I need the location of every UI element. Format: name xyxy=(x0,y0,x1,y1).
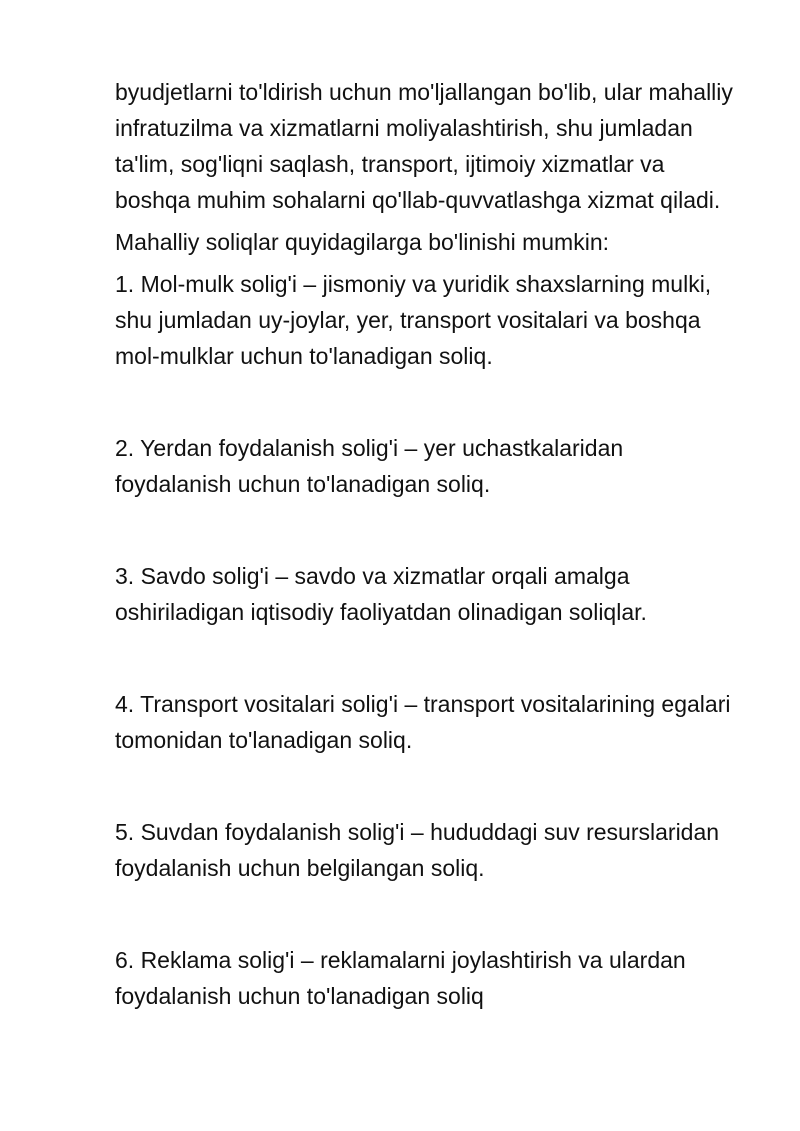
list-item-suvdan-foydalanish: 5. Suvdan foydalanish solig'i – hududdagi suv resurslaridan foydalanish uchun belgilangan soliq. xyxy=(115,819,720,881)
document-page xyxy=(115,74,740,1014)
list-item-reklama: 6. Reklama solig'i – reklamalarni joylashtirish va ulardan foydalanish uchun to'lanadigan soliq xyxy=(115,947,686,1009)
lead-in-paragraph: Mahalliy soliqlar quyidagilarga bo'linishi mumkin: xyxy=(115,229,610,255)
list-item-savdo: 3. Savdo solig'i – savdo va xizmatlar orqali amalga oshiriladigan iqtisodiy faoliyatdan olinadigan soliqlar. xyxy=(115,563,647,625)
list-item-mol-mulk: 1. Mol-mulk solig'i – jismoniy va yuridik shaxslarning mulki, shu jumladan uy-joylar, yer, transport vositalari va boshqa mol-mulklar uchun to'lanadigan soliq. xyxy=(115,271,712,369)
list-item-yerdan-foydalanish: 2. Yerdan foydalanish solig'i – yer uchastkalaridan foydalanish uchun to'lanadigan soliq. xyxy=(115,435,624,497)
list-item-transport: 4. Transport vositalari solig'i – transport vositalarining egalari tomonidan to'lanadigan soliq. xyxy=(115,691,731,753)
intro-paragraph: byudjetlarni to'ldirish uchun mo'ljallangan bo'lib, ular mahalliy infratuzilma va xizmatlarni moliyalashtirish, shu jumladan ta'lim, sog'liqni saqlash, transport, ijtimoiy xizmatlar va boshqa muhim sohalarni qo'llab-quvvatlashga xizmat qiladi. xyxy=(115,79,733,213)
